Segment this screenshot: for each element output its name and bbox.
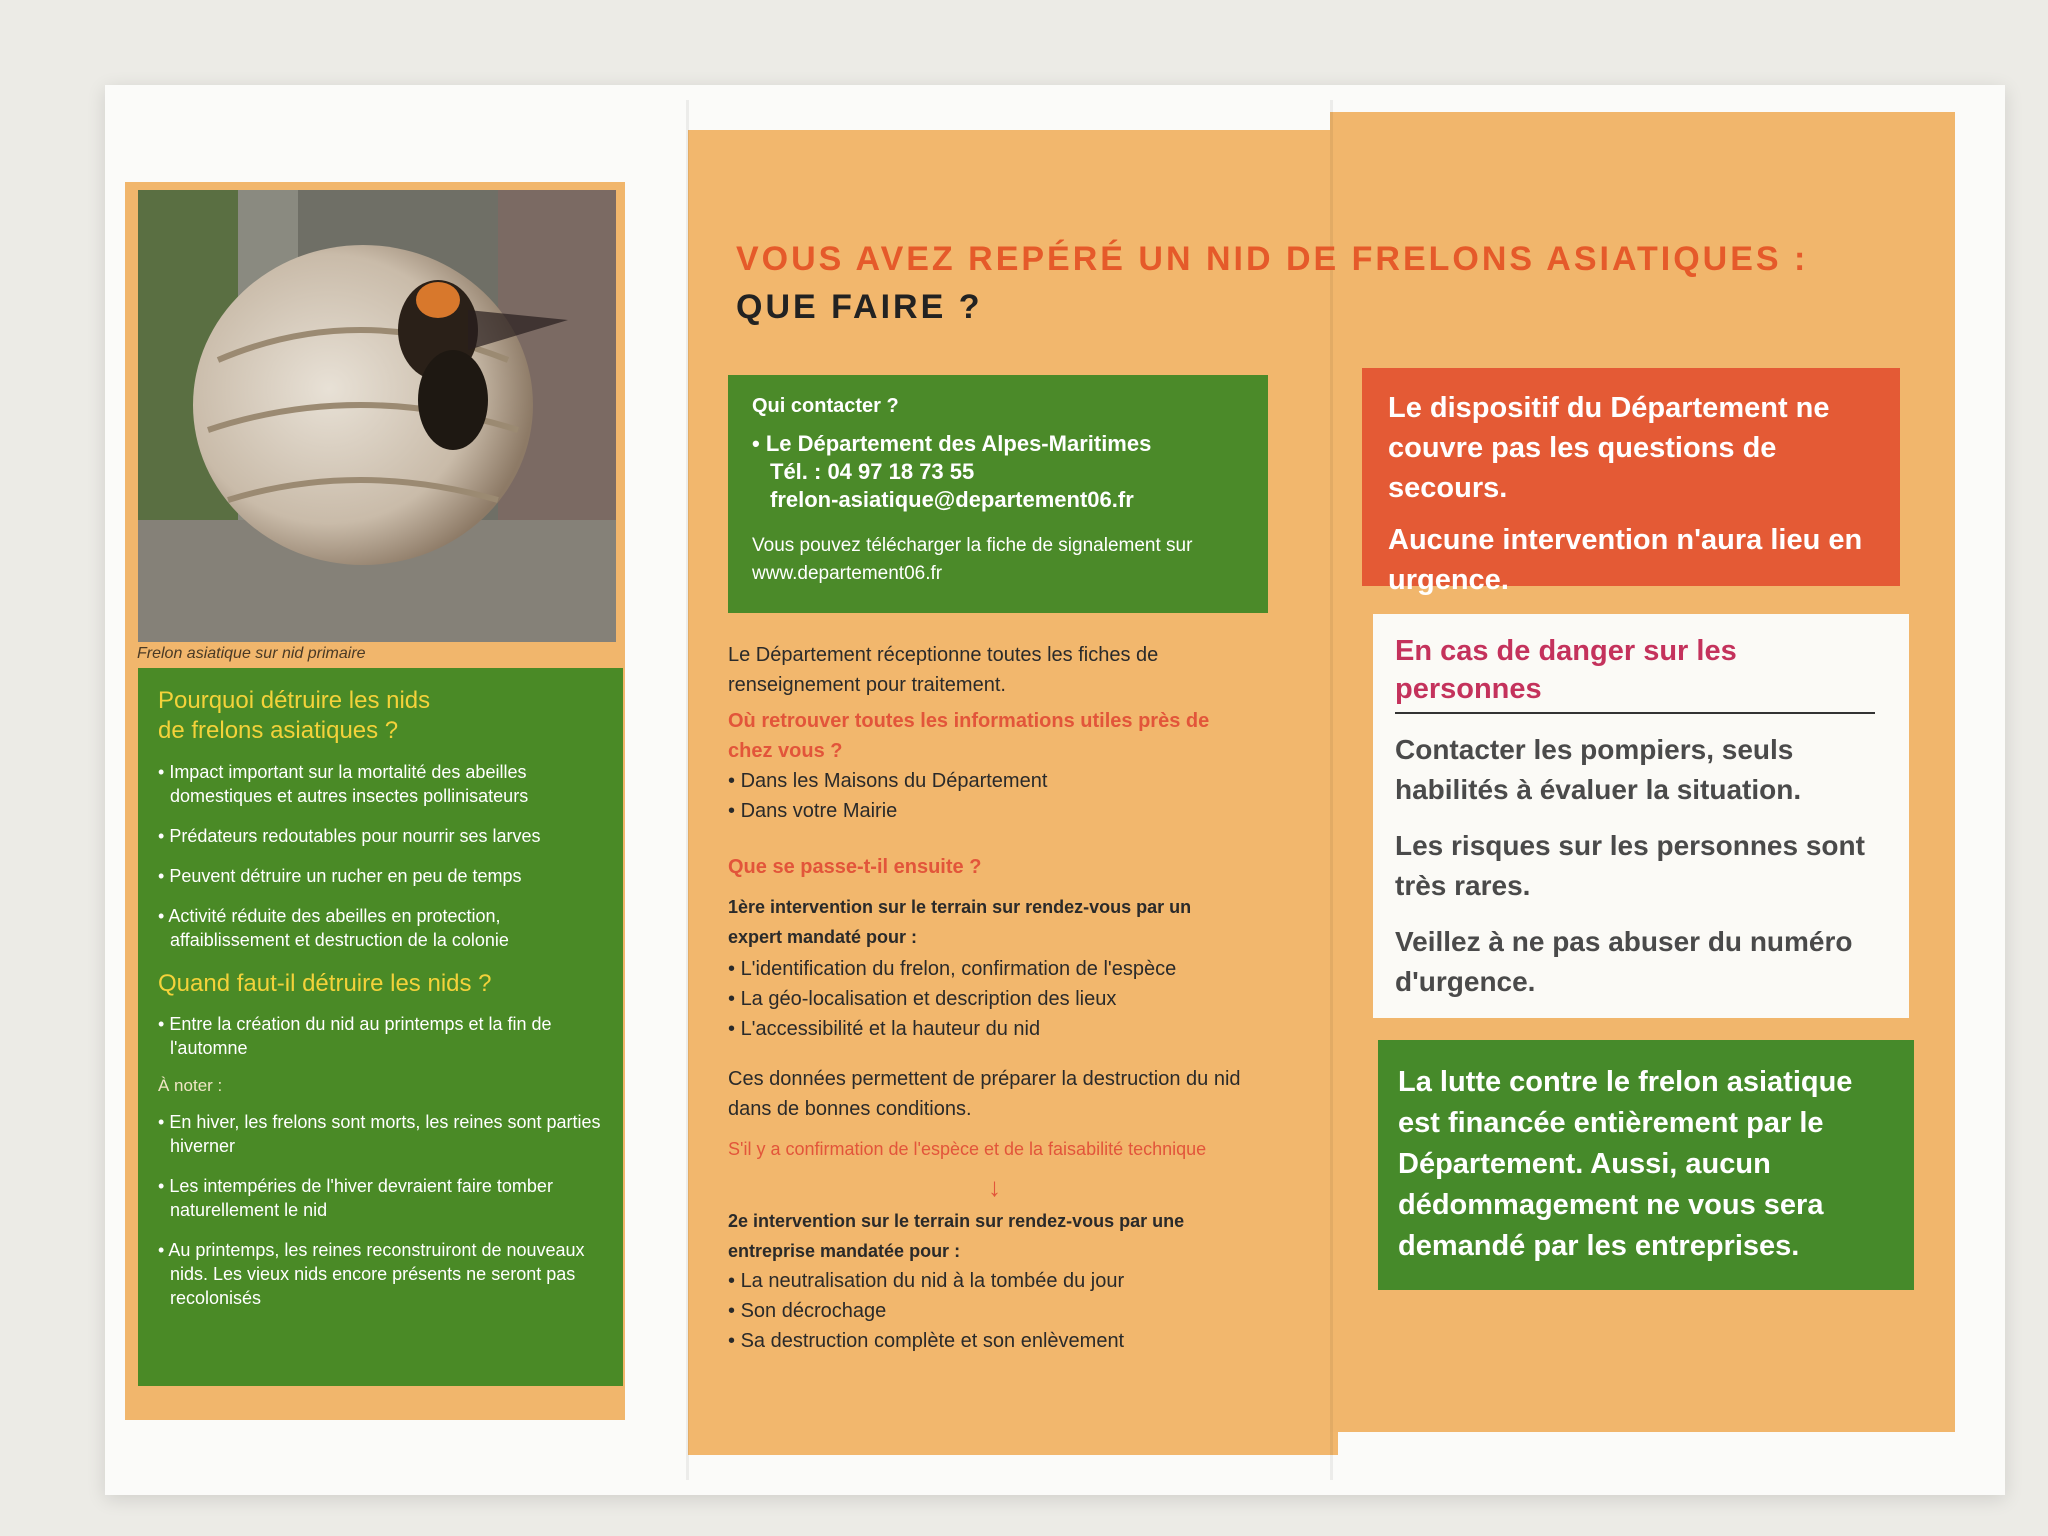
list-item: • La géo-localisation et description des lieux bbox=[728, 984, 1288, 1014]
funding-text: La lutte contre le frelon asiatique est financée entièrement par le Département. Aussi, aucun dédommagement ne vous sera demandé par les entreprises. bbox=[1398, 1066, 1853, 1262]
fold-line-right bbox=[1330, 100, 1333, 1480]
list-item: • La neutralisation du nid à la tombée du jour bbox=[728, 1266, 1288, 1296]
main-heading-line1: VOUS AVEZ REPÉRÉ UN NID DE FRELONS ASIATIQUES : bbox=[736, 240, 1809, 278]
list-item: • Activité réduite des abeilles en protection, affaiblissement et destruction de la colonie bbox=[158, 904, 603, 952]
list-item: • L'accessibilité et la hauteur du nid bbox=[728, 1014, 1288, 1044]
note-list bbox=[158, 1110, 603, 1310]
when-destroy-list bbox=[158, 1012, 603, 1060]
list-item: • Peuvent détruire un rucher en peu de temps bbox=[158, 864, 603, 888]
list-item: • Les intempéries de l'hiver devraient faire tomber naturellement le nid bbox=[158, 1174, 603, 1222]
list-item: • Prédateurs redoutables pour nourrir ses larves bbox=[158, 824, 603, 848]
funding-box bbox=[1378, 1040, 1914, 1290]
first-intervention-text: 1ère intervention sur le terrain sur rendez-vous par un expert mandaté pour : bbox=[728, 897, 1192, 947]
list-item: • Dans les Maisons du Département bbox=[728, 766, 1288, 796]
why-destroy-list bbox=[158, 760, 603, 952]
danger-paragraph-3: Veillez à ne pas abuser du numéro d'urgence. bbox=[1395, 926, 1853, 997]
danger-paragraph-1: Contacter les pompiers, seuls habilités à évaluer la situation. bbox=[1395, 734, 1802, 805]
danger-title: En cas de danger sur les personnes bbox=[1395, 632, 1875, 714]
why-destroy-title: Pourquoi détruire les nids de frelons asiatiques ? bbox=[158, 687, 431, 744]
condition-text: S'il y a confirmation de l'espèce et de la faisabilité technique bbox=[728, 1139, 1207, 1159]
no-emergency-box bbox=[1362, 368, 1900, 596]
list-item: • L'identification du frelon, confirmation de l'espèce bbox=[728, 954, 1288, 984]
list-item: • Impact important sur la mortalité des abeilles domestiques et autres insectes pollinisateurs bbox=[158, 760, 603, 808]
where-list bbox=[728, 766, 1288, 826]
contact-phone[interactable]: Tél. : 04 97 18 73 55 bbox=[770, 459, 975, 484]
contact-question: Qui contacter ? bbox=[752, 395, 899, 417]
when-destroy-title: Quand faut-il détruire les nids ? bbox=[158, 970, 492, 997]
contact-download-text: Vous pouvez télécharger la fiche de signalement sur www.departement06.fr bbox=[752, 535, 1193, 584]
second-intervention-text: 2e intervention sur le terrain sur rendez-vous par une entreprise mandatée pour : bbox=[728, 1211, 1185, 1261]
why-destroy-box bbox=[138, 668, 623, 1386]
red-paragraph-1: Le dispositif du Département ne couvre pas les questions de secours. bbox=[1388, 392, 1830, 504]
list-item: • Son décrochage bbox=[728, 1296, 1288, 1326]
first-intervention-list bbox=[728, 954, 1288, 1044]
photo-caption: Frelon asiatique sur nid primaire bbox=[137, 645, 366, 662]
where-title: Où retrouver toutes les informations utiles près de chez vous ? bbox=[728, 710, 1210, 762]
down-arrow-icon: ↓ bbox=[988, 1172, 1001, 1202]
list-item: • Entre la création du nid au printemps et la fin de l'automne bbox=[158, 1012, 603, 1060]
list-item: • Au printemps, les reines reconstruiront de nouveaux nids. Les vieux nids encore présents ne seront pas recolonisés bbox=[158, 1238, 603, 1310]
fold-line-left bbox=[686, 100, 689, 1480]
data-preparation-text: Ces données permettent de préparer la destruction du nid dans de bonnes conditions. bbox=[728, 1068, 1241, 1120]
main-heading-line2: QUE FAIRE ? bbox=[736, 288, 983, 326]
note-label: À noter : bbox=[158, 1076, 223, 1095]
next-title: Que se passe-t-il ensuite ? bbox=[728, 856, 982, 878]
second-intervention-list bbox=[728, 1266, 1288, 1356]
hornet-nest-photo bbox=[138, 190, 616, 642]
list-item: • Dans votre Mairie bbox=[728, 796, 1288, 826]
danger-paragraph-2: Les risques sur les personnes sont très rares. bbox=[1395, 830, 1865, 901]
list-item: • Sa destruction complète et son enlèvement bbox=[728, 1326, 1288, 1356]
red-paragraph-2: Aucune intervention n'aura lieu en urgence. bbox=[1388, 524, 1863, 596]
list-item: • En hiver, les frelons sont morts, les reines sont parties hiverner bbox=[158, 1110, 603, 1158]
contact-organization: • Le Département des Alpes-Maritimes bbox=[752, 431, 1152, 456]
contact-email[interactable]: frelon-asiatique@departement06.fr bbox=[770, 487, 1134, 512]
contact-box bbox=[728, 375, 1268, 613]
reception-text: Le Département réceptionne toutes les fiches de renseignement pour traitement. bbox=[728, 644, 1159, 696]
danger-box bbox=[1373, 614, 1909, 1018]
